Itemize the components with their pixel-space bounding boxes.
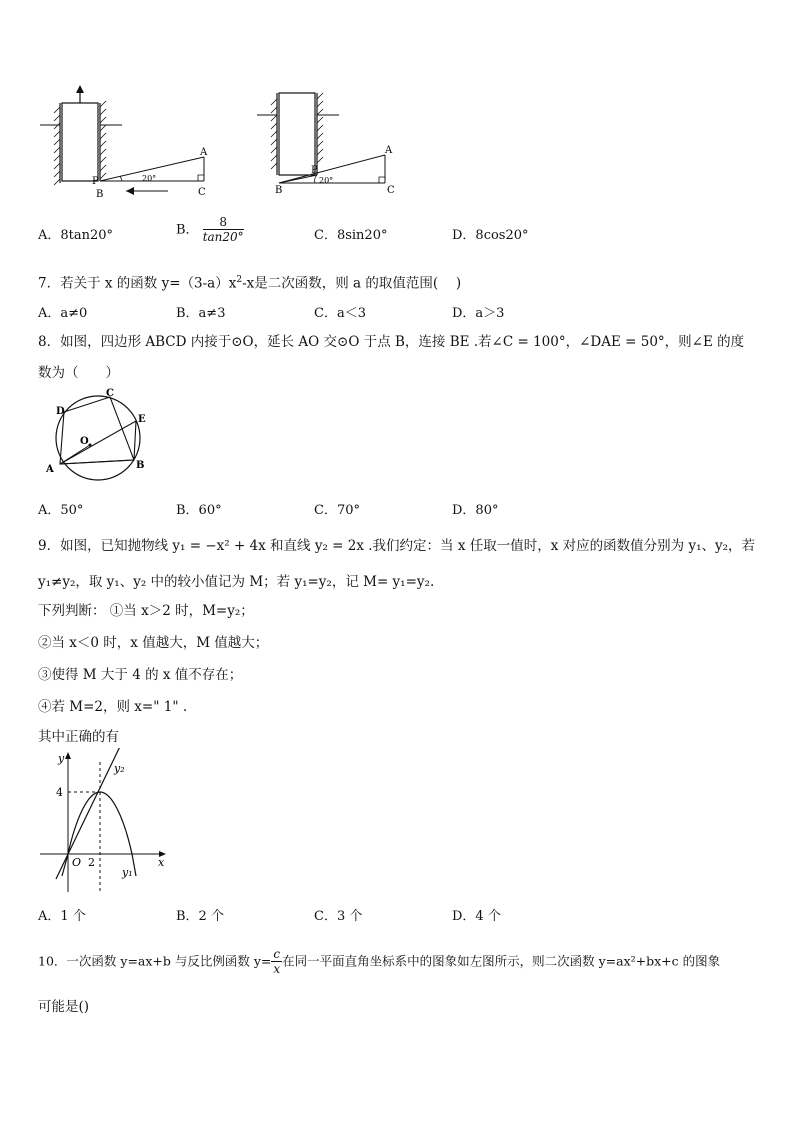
q8-stem-line1: 8．如图，四边形 ABCD 内接于⊙O，延长 AO 交⊙O 于点 B，连接 BE .若∠C = 100°，∠DAE = 50°，则∠E 的度 bbox=[38, 334, 745, 350]
q7-option-b[interactable]: B．a≠3 bbox=[176, 306, 226, 321]
q8-stem-line2: 数为（ ） bbox=[38, 365, 119, 381]
q6-option-b-denominator: tan20° bbox=[202, 230, 244, 244]
fig6-left-label-B: B bbox=[96, 189, 104, 200]
q9-label-y2: y₂ bbox=[114, 762, 125, 775]
q8-option-d[interactable]: D．80° bbox=[452, 503, 499, 518]
q9-graph bbox=[36, 748, 172, 894]
q6-option-b-fraction bbox=[203, 216, 244, 244]
q10-fraction bbox=[271, 948, 282, 976]
q8-label-A: A bbox=[46, 464, 54, 475]
q7-option-a[interactable]: A．a≠0 bbox=[38, 306, 88, 321]
q6-option-a[interactable]: A．8tan20° bbox=[38, 228, 114, 243]
q9-judgement-3: ③使得 M 大于 4 的 x 值不存在； bbox=[38, 667, 243, 683]
fig6-right-label-B: B bbox=[275, 185, 283, 196]
q7-option-c[interactable]: C．a＜3 bbox=[314, 306, 366, 321]
q8-label-E: E bbox=[138, 414, 146, 425]
q8-circle-figure bbox=[42, 388, 158, 484]
q8-label-C: C bbox=[106, 388, 114, 399]
q6-option-c[interactable]: C．8sin20° bbox=[314, 228, 388, 243]
q9-option-a[interactable]: A．1 个 bbox=[38, 909, 86, 924]
q9-judgement-1: 下列判断： ①当 x＞2 时，M=y₂； bbox=[38, 603, 254, 619]
q8-option-c[interactable]: C．70° bbox=[314, 503, 360, 518]
q10-stem-pre: 10．一次函数 y=ax+b 与反比例函数 y= bbox=[38, 953, 272, 969]
q9-question: 其中正确的有 bbox=[38, 729, 119, 745]
q10-fraction-denominator: x bbox=[273, 962, 281, 976]
q9-tick-2: 2 bbox=[88, 856, 95, 869]
q9-judgement-2: ②当 x＜0 时，x 值越大，M 值越大； bbox=[38, 635, 269, 651]
fig6-left-label-P: P bbox=[92, 176, 99, 187]
fig6-right-label-A: A bbox=[385, 145, 393, 156]
q7-stem-post: -x是二次函数，则 a 的取值范围( ) bbox=[242, 275, 462, 292]
q9-origin-label: O bbox=[72, 856, 82, 869]
q9-label-y1: y₁ bbox=[122, 866, 133, 879]
q10-stem-post: 在同一平面直角坐标系中的图象如左图所示，则二次函数 y=ax²+bx+c 的图象 bbox=[282, 953, 721, 969]
q8-label-B: B bbox=[136, 460, 145, 471]
q9-option-d[interactable]: D．4 个 bbox=[452, 909, 501, 924]
q7-stem-pre: 7．若关于 x 的函数 y=（3-a）x bbox=[38, 275, 237, 292]
q10-fraction-numerator: c bbox=[273, 947, 281, 961]
q6-figure-left bbox=[38, 85, 228, 203]
q6-option-b-numerator: 8 bbox=[203, 216, 244, 230]
fig6-right-label-C: C bbox=[387, 185, 395, 196]
fig6-right-angle: 20° bbox=[319, 176, 334, 185]
q7-option-d[interactable]: D．a＞3 bbox=[452, 306, 505, 321]
q10-stem-line1 bbox=[38, 948, 720, 976]
fig6-right-label-P: P bbox=[311, 165, 318, 176]
q6-figure-right bbox=[255, 85, 425, 203]
q9-option-b[interactable]: B．2 个 bbox=[176, 909, 224, 924]
q9-stem-line2: y₁≠y₂，取 y₁、y₂ 中的较小值记为 M；若 y₁=y₂，记 M= y₁=y₂. bbox=[38, 574, 435, 590]
q8-option-b[interactable]: B．60° bbox=[176, 503, 222, 518]
q9-tick-4: 4 bbox=[56, 786, 63, 799]
q10-stem-line2: 可能是() bbox=[38, 999, 90, 1015]
q7-stem-exponent: 2 bbox=[236, 275, 243, 285]
fig6-left-label-C: C bbox=[198, 187, 206, 198]
q8-option-a[interactable]: A．50° bbox=[38, 503, 84, 518]
q8-label-O: O bbox=[80, 436, 89, 447]
q6-option-d[interactable]: D．8cos20° bbox=[452, 228, 529, 243]
q9-stem-line1: 9．如图，已知抛物线 y₁ = −x² + 4x 和直线 y₂ = 2x .我们约定：当 x 任取一值时，x 对应的函数值分别为 y₁、y₂，若 bbox=[38, 538, 756, 554]
q6-option-b-prefix: B． bbox=[176, 222, 199, 238]
q6-option-b[interactable] bbox=[176, 216, 244, 244]
q9-axis-y-label: y bbox=[58, 752, 65, 765]
q8-label-D: D bbox=[56, 406, 65, 417]
q9-axis-x-label: x bbox=[158, 856, 165, 869]
q9-option-c[interactable]: C．3 个 bbox=[314, 909, 363, 924]
fig6-left-angle: 20° bbox=[142, 174, 157, 183]
q9-judgement-4: ④若 M=2，则 x=" 1" . bbox=[38, 699, 188, 715]
fig6-left-label-A: A bbox=[200, 147, 208, 158]
q7-stem bbox=[38, 271, 461, 293]
